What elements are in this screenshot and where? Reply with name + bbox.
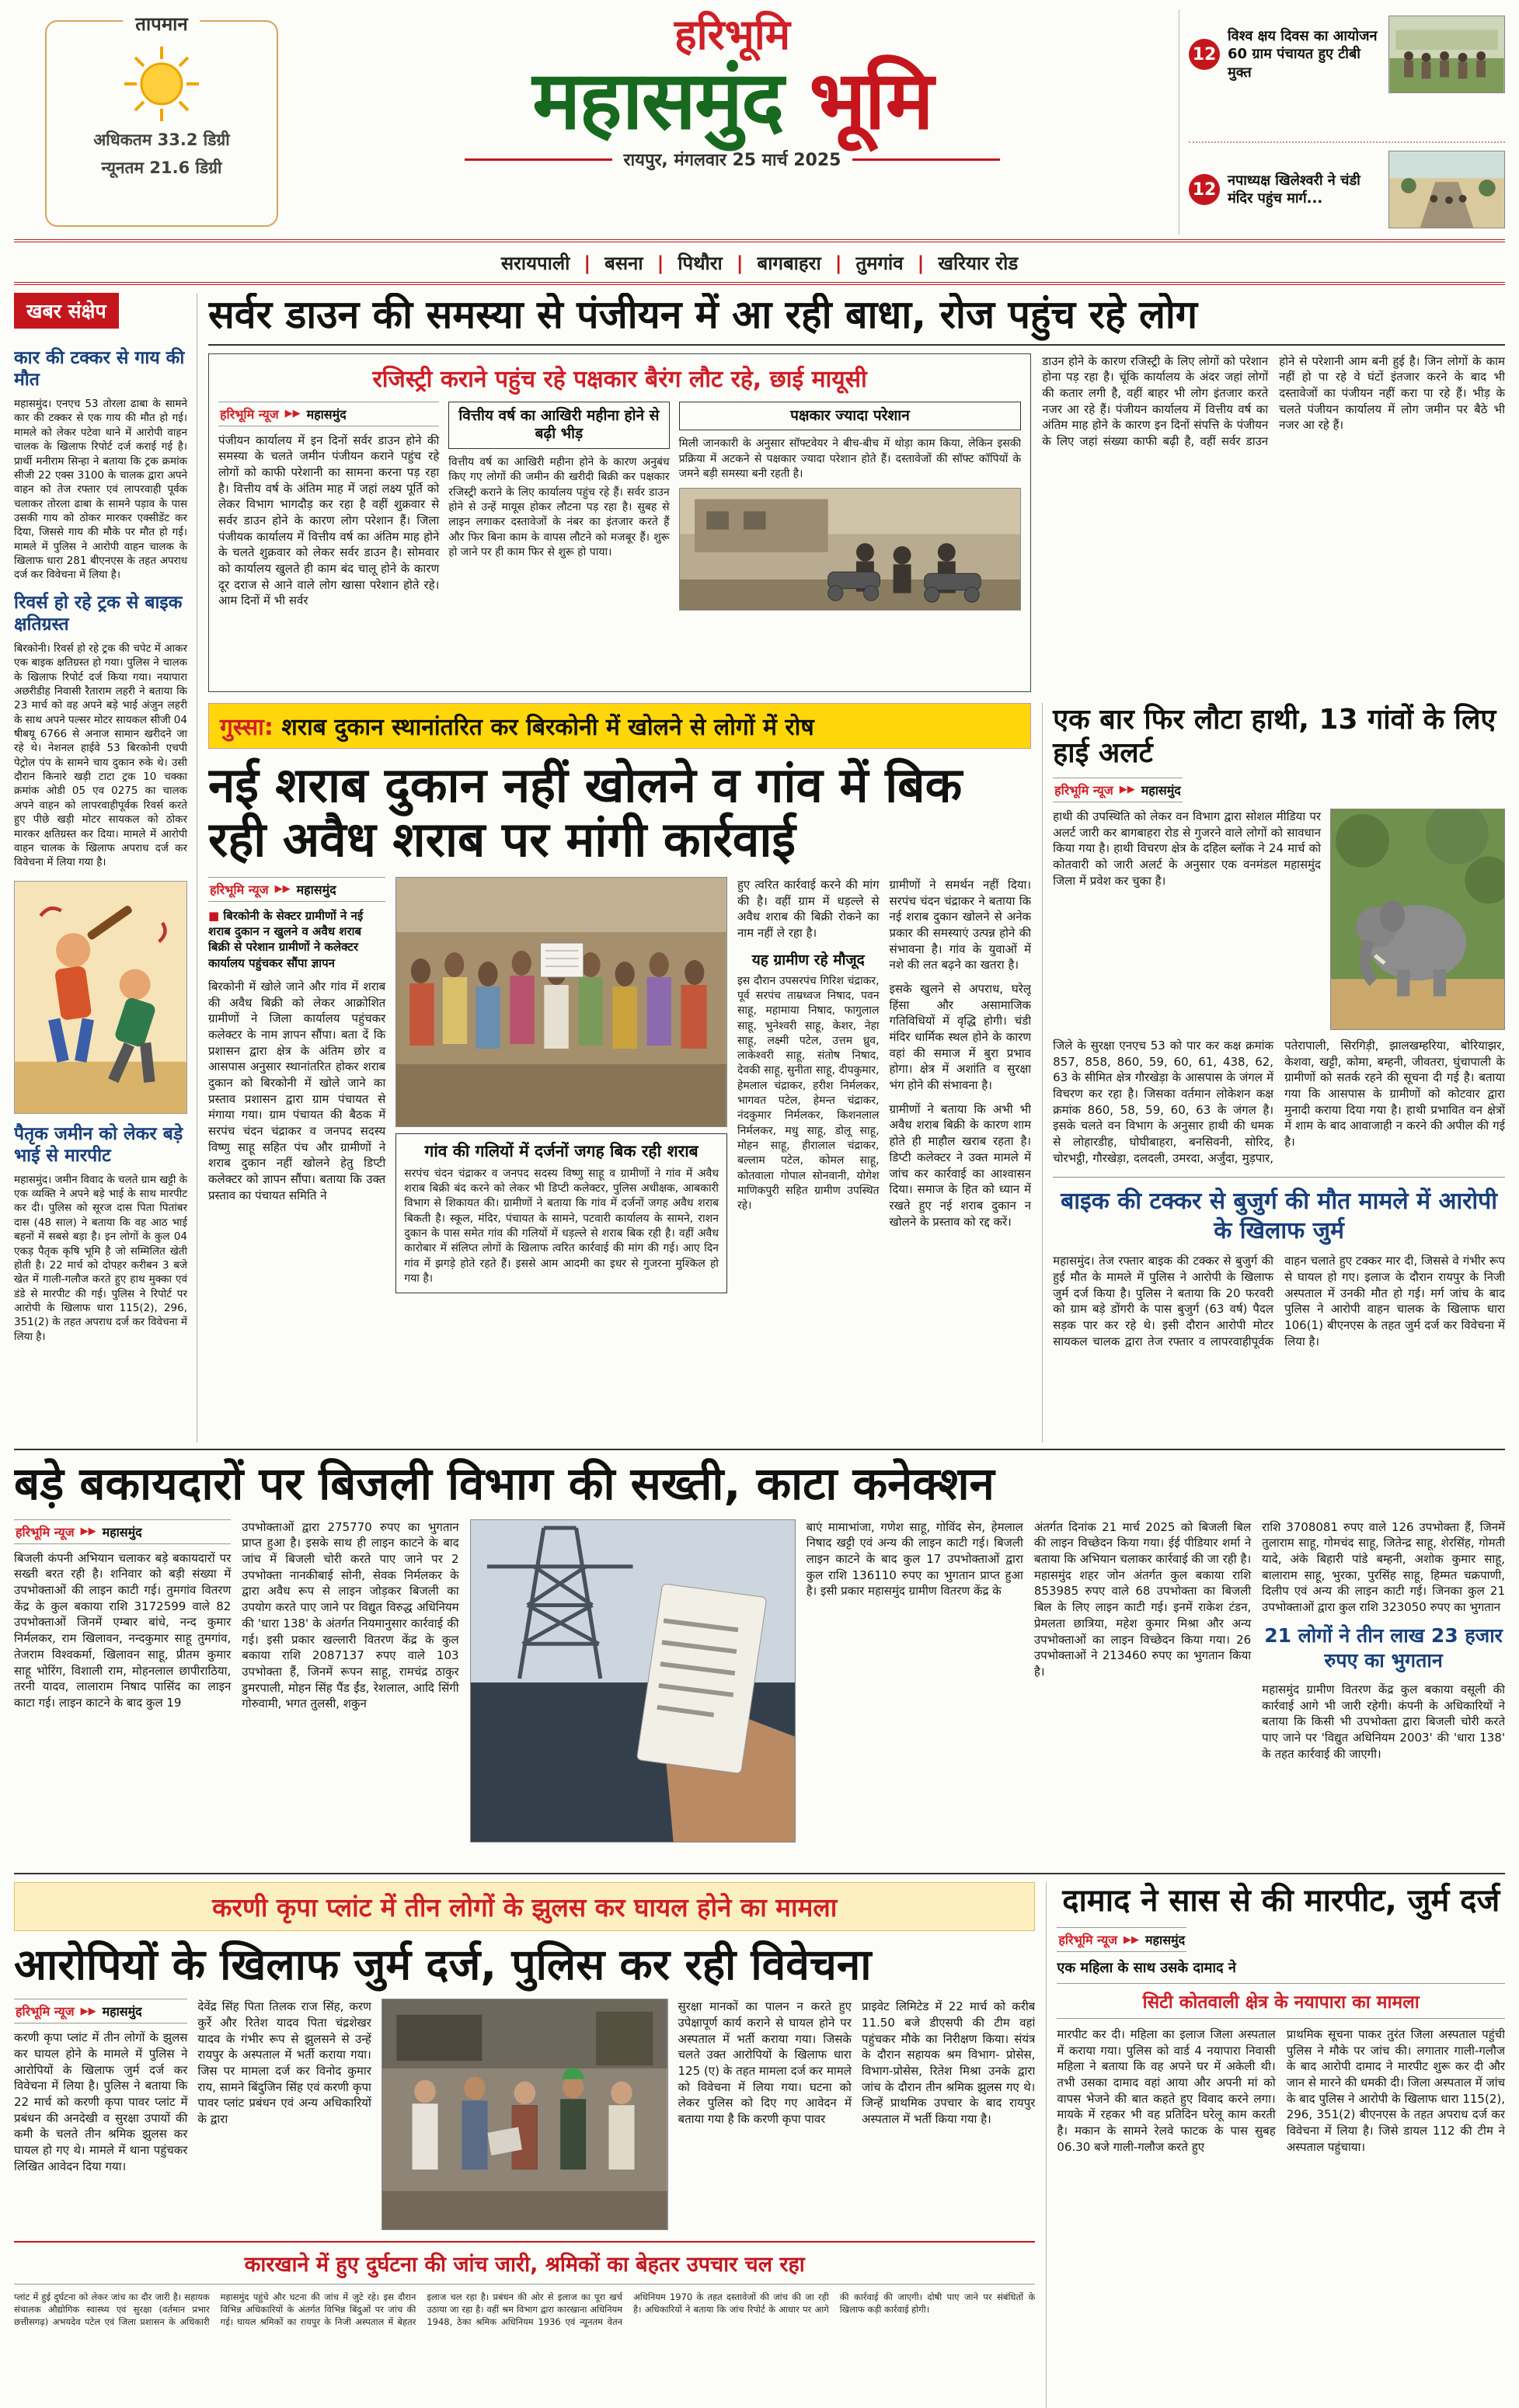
locations-bar — [14, 242, 1505, 285]
story-column — [807, 1519, 1023, 1846]
kicker-label: गुस्सा: — [220, 713, 273, 741]
location-item: बसना — [604, 252, 643, 274]
plant-section — [14, 1873, 1505, 2408]
edition-title-green: महासमुंद — [532, 53, 783, 148]
digest-header: खबर संक्षेप — [14, 293, 119, 329]
server-story-grid — [208, 353, 1505, 692]
probe-headline: कारखाने में हुए दुर्घटना की जांच जारी, श्रमिकों का बेहतर उपचार चल रहा — [14, 2241, 1035, 2284]
story-body: महासमुंद ग्रामीण वितरण केंद्र कुल बकाया वसूली की कार्रवाई आगे भी जारी रहेगी। कंपनी के अधिकारियों ने बताया कि किसी भी उपभोक्ता द्वारा बिजली चोरी करते पाए जाने पर 'विद्युत अधिनियम 2003' की 'धारा 138' के तहत कार्रवाई की जाएगी। — [1262, 1682, 1505, 1761]
electricity-bill-photo — [470, 1519, 796, 1843]
digest-story — [14, 1123, 187, 1344]
story-column — [737, 877, 880, 1294]
news-digest-sidebar — [14, 293, 197, 1442]
brand-block — [286, 9, 1179, 235]
weather-label: तापमान — [123, 9, 200, 38]
brand-logo: हरिभूमि — [674, 10, 790, 59]
story-body: राशि 3708081 रुपए वाले 126 उपभोक्ता हैं, जिनमें तुलाराम साहू, गोमचंद साहू, जितेन्द्र साहू, शेरसिंह, गोमती यादे, अंके बिहारी पांडे बम्हनी, अशोक कुमार साहू, बालाराम साहू, भुरका, पुरसिंह साहू, हिम्मत चक्रपाणी, दिलीप एवं अन्य की लाइन काटी गई। जिनका कुल 21 उपभोक्ताओं द्वारा कुल राशि 323050 रुपए का भुगतान — [1262, 1519, 1505, 1615]
location-item: सरायपाली — [500, 252, 570, 274]
story-body: पंजीयन कार्यालय में इन दिनों सर्वर डाउन होने की समस्या के चलते जमीन पंजीयन कराने पहुंच रहे लोगों को काफी परेशानी का सामना करना पड़ रहा है। वित्तीय वर्ष के अंतिम माह में जहां लक्ष्य पूर्ति को लेकर विभाग भागदौड़ कर रहा है वहीं शुक्रवार से सर्वर डाउन होने के कारण लोग परेशान हैं। जिला पंजीयक कार्यालय में वित्तीय वर्ष का अंतिम माह होने के चलते शुक्रवार को लेकर सर्वर डाउन है। सोमवार को कार्यालय खुलते ही काम बंद चालू होने के कारण दूर दराज से आने वाले लोग खासा परेशान होते रहे। आम दिनों में भी सर्वर — [218, 433, 440, 608]
page-badge: 12 — [1189, 174, 1220, 205]
main-column — [208, 293, 1505, 1442]
story-body: इसके खुलने से अपराध, घरेलू हिंसा और असामाजिक गतिविधियों में वृद्धि होगी। चंडी मंदिर धार्मिक स्थल होने के कारण वहां की समाज में बुरा प्रभाव होगा। क्षेत्र में अशांति व सुरक्षा भंग होने की संभावना है। — [889, 981, 1032, 1093]
story-column — [862, 1999, 1035, 2232]
byline — [1057, 1927, 1186, 1952]
kicker-banner — [208, 703, 1031, 749]
story-body: देवेंद्र सिंह पिता तिलक राज सिंह, करण कुर्रे और रितेश यादव पिता चंद्रशेखर यादव के गंभीर रूप से झुलसने से उन्हें रायपुर के अस्पताल में भर्ती कराया गया। जिस पर मामला दर्ज कर विनोद कुमार राय, सामने बिंदुजिन सिंह एवं करणी कृपा पावर प्लांट प्रबंधन एवं अन्य अधिकारियों के द्वारा — [197, 1999, 371, 2127]
story-column — [395, 877, 727, 1294]
story-body: जिले के सुरक्षा एनएच 53 को पार कर कक्ष क्रमांक 857, 858, 860, 59, 60, 61, 438, 62, 63 के सीमित क्षेत्र गौरखेड़ा के आसपास के जंगल में विचरण कर रहा है। जिसका वर्तमान लोकेशन कक्ष क्रमांक 860, 58, 59, 60, 63 के जंगल है। इसके चलते वन विभाग के अनुसार हाथी की धमक से लोहारडीह, घोघीबाहरा, बनसिवनी, सोरिद, चोरभट्ठी, गौरखेड़ा, दलदली, उमरदा, अर्जुंदा, मुड़पार, पतेरापाली, सिरगिड़ी, झालखम्हरिया, बोरियाझर, केशवा, खट्टी, कोमा, बम्हनी, जीवतरा, घुंचापाली के ग्रामीणों को सतर्क रहने की सूचना दी गई है। बताया गया कि आसपास के ग्रामीणों को कोटवार द्वारा मुनादी कराया दिया गया है। हाथी प्रभावित वन क्षेत्रों में शाम के बाद आवाजाही न करने की अपील की गई है। — [1053, 1038, 1505, 1165]
story-body: बाएं मामाभांजा, गणेश साहू, गोविंद सेन, हेमलाल निषाद खट्टी एवं अन्य की लाइन काटी गई। बिजली लाइन काटने के बाद कुल 17 उपभोक्ताओं द्वारा कुल राशि 136110 रुपए का भुगतान प्राप्त हुआ है। इसी प्रकार महासमुंद ग्रामीण वितरण केंद्र के — [806, 1519, 1023, 1599]
weather-min: न्यूनतम 21.6 डिग्री — [101, 158, 222, 177]
story-body: प्राथमिक सूचना पाकर तुरंत जिला अस्पताल पहुंची पुलिस ने मौके पर जांच की। लगातार गाली-गलौज के बाद आरोपी दामाद ने मारपीट शुरू कर दी और जान से मारने की धमकी दी। जिला अस्पताल में जांच के बाद पुलिस ने आरोपी के खिलाफ धारा 115(2), 296, 351(2) बीएनएस के तहत अपराध दर्ज कर विवेचना में लिया है। जिसे डायल 112 की टीम ने अस्पताल पहुंचाया। — [1286, 2027, 1505, 2154]
story-headline: कार की टक्कर से गाय की मौत — [14, 348, 185, 391]
story-body: मारपीट कर दी। महिला का इलाज जिला अस्पताल में कराया गया। पुलिस को वार्ड 4 नयापारा निवासी महिला ने बताया कि वह अपने घर में अकेली थी। तभी उसका दामाद वहां आया और अपनी मां को वापस भेजने की बात कहते हुए विवाद करने लगा। मायके में रहकर भी वह प्रतिदिन घरेलू काम करती है। मकान के सामने रेलवे फाटक के पास सुबह 06.30 बजे गाली-गलौज करते हुए — [1057, 2027, 1276, 2154]
story-headline: रिवर्स हो रहे ट्रक से बाइक क्षतिग्रस्त — [14, 592, 183, 635]
story-body: ग्रामीणों ने समर्थन नहीं दिया। सरपंच चंदन चंद्राकर ने बताया कि नई शराब दुकान खोलने से अनेक प्रकार की समस्याएं उत्पन्न होने की संभावना है। गांव के युवाओं में नशे की लत बढ़ने का खतरा है। — [889, 877, 1032, 973]
fight-illustration — [14, 881, 187, 1114]
byline — [14, 1999, 187, 2023]
story-body: बिरकोनी। रिवर्स हो रहे ट्रक की चपेट में आकर एक बाइक क्षतिग्रस्त हो गया। पुलिस ने चालक के खिलाफ रिपोर्ट दर्ज किया गया। नयापारा अछरीडीह निवासी रैताराम लहरी ने बताया कि 23 मार्च को वह अपने बड़े भाई अंजुन लहरी के साथ अपने पल्सर मोटर सायकल सीजी 04 षीबयू 6766 से अनाज सामान खरीदने जा रहे थे। नेशनल हाईवे 53 बिरकोनी एचपी पेट्रोल पंप के सामने चाय दुकान रुके थे। उसी दौरान किनारे खड़ी टाटा ट्रक 10 चक्का क्रमांक ओडी 05 एव 0275 का चालक अपने वाहन को लापरवाहीपूर्वक रिवर्स करते हुए पीछे खड़ी मोटर सायकल को ठोकर मारकर क्षतिग्रस्त कर दिया। मामले में आरोपी वाहन चालक के खिलाफ अपराध दर्ज कर विवेचना में लिया गया है। — [14, 642, 187, 869]
story-body: अंतर्गत दिनांक 21 मार्च 2025 को बिजली बिल की लाइन विच्छेदन किया गया। ईई पीडियार शर्मा ने बताया कि अभियान चलाकर कार्रवाई की जा रही है। महासमुंद शहर जोन अंतर्गत कुल बकाया राशि 853985 रुपए वाले 68 उपभोक्ता का बिजली बिल के लिए लाइन काटी गई। इनमें राकेश टंडन, प्रेमलता छात्रिया, महेश कुमार मिश्रा और अन्य उपभोक्ताओं का लाइन विच्छेदन किया गया। 26 उपभोक्ताओं ने 213460 रुपए का भुगतान किया है। — [1033, 1519, 1252, 1679]
inlaw-story — [1046, 1882, 1505, 2408]
location-separator: | — [917, 252, 925, 274]
sun-icon — [123, 45, 200, 123]
middle-row — [208, 703, 1505, 1443]
liquor-story-grid — [208, 877, 1031, 1294]
payment-subhead: 21 लोगों ने तीन लाख 23 हजार रुपए का भुगतान — [1264, 1623, 1503, 1672]
sub-headline: रजिस्ट्री कराने पहुंच रहे पक्षकार बैरंग लौट रहे, छाई मायूसी — [372, 365, 867, 393]
location-item: खरियार रोड — [938, 252, 1019, 274]
byline-city: महासमुंद — [296, 882, 336, 897]
liquor-headline: नई शराब दुकान नहीं खोलने व गांव में बिक रही अवैध शराब पर मांगी कार्रवाई — [208, 756, 963, 868]
byline — [208, 877, 385, 902]
story-column — [197, 1999, 371, 2232]
news-brief — [1189, 16, 1505, 93]
digest-story — [14, 592, 187, 870]
news-brief — [1189, 141, 1505, 228]
story-headline: पैतृक जमीन को लेकर बड़े भाई से मारपीट — [14, 1123, 183, 1166]
story-column — [208, 877, 385, 1294]
story-column — [890, 877, 1032, 1294]
info-box-text: वित्तीय वर्ष का आखिरी महीना होने के कारण अनुबंध किए गए लोगों की जमीन की खरीदी बिक्री कर पक्षकार रजिस्ट्री कराने के लिए कार्यालय पहुंच रहे हैं। सर्वर डाउन होने से उन्हें मायूस होकर लौटना पड़ रहा है। सुबह से लाइन लगाकर दस्तावेजों के नंबर का इंतजार करते हैं और फिर बिना काम के वापस लौटने को मजबूर हैं। शुरू हो जाने पर ही काम फिर से शुरू हो पाया। — [448, 456, 670, 559]
photo-caption-box — [395, 1133, 727, 1294]
location-item: बागबाहरा — [757, 252, 821, 274]
server-story — [208, 293, 1505, 692]
caption-text: सरपंच चंदन चंद्राकर व जनपद सदस्य विष्णु साहू व ग्रामीणों ने गांव में अवैध शराब बिक्री बंद करने को लेकर भी डिप्टी कलेक्टर, पुलिस अधीक्षक, आबकारी विभाग से शिकायत की। ग्रामीणों ने बताया कि गांव में दर्जनों जगह अवैध शराब बिकती है। स्कूल, मंदिर, पंचायत के सामने, पटवारी कार्यालय के सामने, राशन दुकान के पास समेत गांव की गलियों में धड़ल्ले से शराब बिक रही है। वहीं अवैध कारोबार में संलिप्त लोगों के खिलाफ त्वरित कार्रवाई की मांग की गई। आए दिन गांव में झगड़े होते रहते हैं। इससे आम आदमी का इधर से गुजरना मुश्किल हो गया है। — [404, 1167, 719, 1286]
byline-arrows-icon: ▶▶ — [274, 883, 291, 896]
byline-arrows-icon: ▶▶ — [80, 1526, 96, 1538]
byline-city: महासमुंद — [1144, 1933, 1186, 1947]
server-story-box — [208, 353, 1031, 692]
byline-brand: हरिभूमि न्यूज — [1058, 1933, 1117, 1947]
elephant-row — [1053, 809, 1505, 1030]
elephant-story — [1053, 703, 1505, 1167]
plant-story-grid — [14, 1999, 1035, 2232]
story-body: बिजली कंपनी अभियान चलाकर बड़े बकायदारों पर सख्ती बरत रही है। शनिवार को बड़ी संख्या में उपभोक्ताओं की लाइन काटी गई। तुमगांव वितरण केंद्र के कुल बकाया राशि 3172599 वाले 82 उपभोक्ताओं जिनमें एम्बार बांधे, नन्द कुमार निर्मलकर, राम खिलावन, नन्दकुमार साहू तुमगांव, तेजराम विश्वकर्मा, खिलावन साहू, प्रीतम कुमार साहू भोरिंग, विशाली राम, मोहनलाल छापीराठिया, तरनी यादव, लालाराम निषाद पासिंद का लाइन काटा गई। लाइन काटने के बाद कुल 19 — [14, 1550, 232, 1710]
story-body: बिरकोनी में खोले जाने और गांव में शराब की अवैध बिक्री को लेकर आक्रोशित ग्रामीणों ने जिला कार्यालय पहुंचकर कलेक्टर के नाम ज्ञापन सौंपा। बता दें कि प्रशासन द्वारा क्षेत्र के अंतिम छोर व आसपास अनुसार स्थानांतरित होकर शराब दुकान को बिरकोनी में खोले जाने का प्रस्ताव प्रशासन द्वारा ग्राम पंचायत से मंगाया गया। ग्राम पंचायत की बैठक में सरपंच चंदन चंद्राकर व जनपद सदस्य विष्णु साहू सहित पंच और ग्रामीणों ने शराब दुकान नहीं खोलने हेतु डिप्टी कलेक्टर को ज्ञापन सौंपा। बताया कि उक्त प्रस्ताव का पंचायत समिति ने — [208, 979, 386, 1202]
kicker-text: शराब दुकान स्थानांतरित कर बिरकोनी में खोलने से लोगों में रोष — [273, 713, 814, 741]
elephant-headline: एक बार फिर लौटा हाथी, 13 गांवों के लिए हाई अलर्ट — [1053, 703, 1496, 769]
elephant-photo — [1330, 809, 1505, 1030]
inlaw-subhead: सिटी कोतवाली क्षेत्र के नयापारा का मामला — [1057, 1983, 1505, 2019]
story-column — [14, 1999, 187, 2232]
location-item: तुमगांव — [855, 252, 904, 274]
story-column — [218, 402, 439, 666]
plant-headline: आरोपियों के खिलाफ जुर्म दर्ज, पुलिस कर रही विवेचना — [14, 1940, 872, 1989]
factory-inspection-photo — [381, 1999, 668, 2230]
content-row — [14, 285, 1505, 1442]
story-body: प्राइवेट लिमिटेड में 22 मार्च को करीब 11.50 बजे डीएसपी की टीम वहां पहुंचकर मौके का निरीक्षण किया। संयंत्र के दौरान सहायक श्रम विभाग- प्रोसेस, विभाग-प्रोसेस, रितेश मिश्रा उनके द्वारा जांच के दौरान तीन श्रमिक झुलस गए थे। जिन्हें प्राथमिक उपचार के बाद रायपुर अस्पताल में भर्ती किया गया है। — [861, 1999, 1036, 2127]
power-headline: बड़े बकायदारों पर बिजली विभाग की सख्ती, काटा कनेक्शन — [14, 1457, 995, 1510]
power-story — [14, 1449, 1505, 1868]
byline-arrows-icon: ▶▶ — [80, 2005, 96, 2017]
top-briefs — [1179, 9, 1505, 235]
info-box-title: पक्षकार ज्यादा परेशान — [679, 402, 1022, 431]
right-rail — [1042, 703, 1505, 1443]
main-headline: सर्वर डाउन की समस्या से पंजीयन में आ रही बाधा, रोज पहुंच रहे लोग — [208, 293, 1505, 346]
byline-brand: हरिभूमि न्यूज — [16, 1524, 75, 1540]
story-body: महासमुंद। एनएच 53 तोरला ढाबा के सामने कार की टक्कर से एक गाय की मौत हो गई। मामले को लेकर पटेवा थाने में आरोपी वाहन चालक के खिलाफ रिपोर्ट दर्ज कराई गई है। प्रार्थी मनीराम सिन्हा ने बताया कि ट्रक क्रमांक सीजी 22 एक्स 3100 के चालक द्वारा अपने वाहन को तेज रफ्तार एवं लापरवाही पूर्वक चलाकर तोरला ढाबा के सामने पड़ाव के पास उसकी गाय को ठोकर मारकर एक्सीडेंट कर दिया, जिससे गाय की मौके पर मौत हो गई। मामले में पुलिस ने आरोपी वाहन चालक के खिलाफ धारा 281 बीएनएस के तहत अपराध दर्ज कर विवेचना में लिया है। — [14, 398, 187, 582]
story-body: ग्रामीणों ने बताया कि अभी भी अवैध शराब बिक्री के कारण शाम होते ही माहौल खराब रहता है। डिप्टी कलेक्टर ने उक्त मामले में जांच कर कार्रवाई का आश्वासन दिया। समाज के हित को ध्यान में रखते हुए नई शराब दुकान न खोलने के प्रस्ताव को रद्द करें। — [889, 1101, 1032, 1229]
bike-death-story — [1053, 1177, 1505, 1349]
story-body: करणी कृपा प्लांट में तीन लोगों के झुलस कर घायल होने के मामले में पुलिस ने आरोपियों के खिलाफ जुर्म दर्ज कर विवेचना में लिया है। पुलिस ने बताया कि 22 मार्च को करणी कृपा पावर प्लांट में प्रबंधन की अनदेखी व सुरक्षा उपायों की कमी के चलते तीन श्रमिक झुलस कर घायल हो गए थे। मामले में थाना पहुंचकर लिखित आवेदन दिया गया। — [14, 2030, 188, 2173]
attendee-names: इस दौरान उपसरपंच गिरिश चंद्राकर, पूर्व सरपंच ताम्रध्वज निषाद, पवन साहू, महामाया निषाद, फागुलाल साहू, भुनेश्वरी साहू, केशर, नेहा साहू, लक्ष्मी पटेल, उत्तम ध्रुव, लाकेश्वरी साहू, संतोष निषाद, देवकी साहू, सुनीता साहू, दीपकुमार, हेमलाल चंद्राकर, हरीश निर्मलकर, भागवत पटेल, हेमन्त चंद्राकर, नंदकुमार निर्मलकर, किशनलाल निर्मलकर, मधु साहू, डोलू साहू, मोहन साहू, हीरालाल चंद्राकर, बल्लाम पटेल, कोमल साहू, कोतवाला गोपाल सोनवानी, योगेश माणिकपुरी सहित ग्रामीण उपस्थित रहे। — [737, 974, 880, 1213]
inlaw-columns — [1057, 2027, 1505, 2159]
story-column — [679, 402, 1022, 666]
location-separator: | — [584, 252, 591, 274]
digest-story — [14, 347, 187, 583]
byline — [14, 1519, 231, 1544]
byline-brand: हरिभूमि न्यूज — [210, 882, 269, 897]
info-box-title: वित्तीय वर्ष का आखिरी महीना होने से बढ़ी भीड़ — [448, 402, 669, 450]
story-column — [14, 1519, 231, 1846]
byline-arrows-icon: ▶▶ — [1119, 784, 1135, 796]
plant-banner: करणी कृपा प्लांट में तीन लोगों के झुलस कर घायल होने का मामला — [14, 1882, 1035, 1931]
brief-photo-temple-road — [1388, 151, 1505, 228]
story-body: महासमुंद। जमीन विवाद के चलते ग्राम खट्टी के एक व्यक्ति ने अपने बड़े भाई के साथ मारपीट कर दी। पुलिस को सूरज दास पिता पितांबर दास (48 साल) ने बताया कि वह आठ भाई बहनों में सबसे बड़ा है। इन लोगों के कुल 04 एकड़ पैतृक कृषि भूमि है जो सम्मिलित खेती होती है। 22 मार्च को दोपहर करीबन 3 बजे खेत में गाली-गलौज करते हुए हाथ मुक्का एवं डंडे से मारपीट की गई। पुलिस ने रिपोर्ट पर आरोपी के खिलाफ धारा 115(2), 296, 351(2) के तहत अपराध दर्ज कर विवेचना में लिया है। — [14, 1173, 187, 1343]
story-body: उपभोक्ताओं द्वारा 275770 रुपए का भुगतान प्राप्त हुआ है। इसके साथ ही लाइन काटने के बाद जांच में बिजली चोरी करते पाए जाने पर 2 उपभोक्ता नानकीबाई सोनी, सेवक निर्मलकर के द्वारा अवैध रूप से लाइन जोड़कर बिजली का उपयोग करते पाए जाने पर विद्युत विरुद्ध अधिनियम की 'धारा 138' के अंतर्गत नियमानुसार कार्रवाई की गई। इसी प्रकार खल्लारी वितरण केंद्र के कुल बकाया राशि 2087137 रुपए वाले 103 उपभोक्ता हैं, जिनमें रूपन साहू, रामचंद्र ठाकुर डुमरपाली, मोहन सिंह पैंड ईंड, रेशलाल, आदि सिंगी गोरुवामी, भगत तुलसी, शकुन — [242, 1519, 459, 1711]
story-body: हाथी की उपस्थिति को लेकर वन विभाग द्वारा सोशल मीडिया पर अलर्ट जारी कर बागबाहरा रोड से गुजरने वाले लोगों को सावधान किया गया है। हाथी विचरण क्षेत्र के दहिल ब्लॉक ने 24 मार्च को कोतवारी को जारी अलर्ट के अनुसार एक वनमंडल महासमुंद जिला में प्रवेश कर चुका है। — [1053, 809, 1321, 888]
server-story-right-text: डाउन होने के कारण रजिस्ट्री के लिए लोगों को परेशान होना पड़ रहा है। चूंकि कार्यालय के अंदर जहां लोगों की कतार लगी है, वहीं बाहर भी लोग इंतजार करते नजर आ रहे हैं। पंजीयन कार्यालय में वित्तीय वर्ष का अंतिम माह होने के कारण इन दिनों संपत्ति के पंजीयन के लिए जहां संख्या काफी बढ़ी है, वहीं सर्वर डाउन होने से परेशानी आम बनी हुई है। जिन लोगों के काम नहीं हो पा रहे वे घंटों इंतजार करने के बाद भी दस्तावेजों का पंजीयन नहीं करा पा रहे हैं। भीड़ के चलते पंजीयन कार्यालय में लोग जमीन पर बैठे भी नजर आ रहे हैं। — [1042, 353, 1505, 448]
byline-city: महासमुंद — [1141, 782, 1181, 798]
byline-arrows-icon: ▶▶ — [284, 408, 301, 419]
dateline: रायपुर, मंगलवार 25 मार्च 2025 — [623, 151, 841, 171]
story-column — [448, 402, 669, 666]
byline-arrows-icon: ▶▶ — [1123, 1933, 1139, 1946]
plant-story — [14, 1882, 1035, 2408]
story-column — [1262, 1519, 1505, 1846]
location-separator: | — [736, 252, 744, 274]
byline-city: महासमुंद — [306, 406, 347, 422]
location-separator: | — [657, 252, 664, 274]
bike-death-headline: बाइक की टक्कर से बुजुर्ग की मौत मामले में आरोपी के खिलाफ जुर्म — [1053, 1177, 1505, 1245]
location-separator: | — [834, 252, 842, 274]
byline — [218, 402, 439, 426]
liquor-story — [208, 703, 1031, 1443]
page-badge: 12 — [1189, 39, 1220, 70]
dateline-row — [465, 148, 1000, 171]
story-column — [242, 1519, 458, 1846]
story-body: हुए त्वरित कार्रवाई करने की मांग की है। वहीं ग्राम में धड़ल्ले से अवैध शराब की बिक्री रोकने का नाम नहीं ले रहा है। — [737, 877, 880, 940]
names-subhead: यह ग्रामीण रहे मौजूद — [751, 951, 865, 969]
brief-photo-tb-event — [1388, 16, 1505, 93]
caption-title: गांव की गलियों में दर्जनों जगह बिक रही शराब — [424, 1141, 699, 1161]
protest-crowd-photo — [395, 877, 727, 1127]
power-story-grid — [14, 1519, 1505, 1846]
info-box-text: मिली जानकारी के अनुसार सॉफ्टवेयर ने बीच-बीच में थोड़ा काम किया, लेकिन इसकी प्रक्रिया में अटकने से पक्षकार ज्यादा परेशान होते हैं। दस्तावेजों की सॉफ्ट कॉपियों के जमने बड़ी समस्या बनी रहती है। — [678, 437, 1022, 480]
inlaw-lead: एक महिला के साथ उसके दामाद ने — [1057, 1960, 1236, 1976]
weather-box — [45, 13, 278, 227]
brief-headline: नपाध्यक्ष खिलेश्वरी ने चंडी मंदिर पहुंच मार्ग... — [1228, 172, 1360, 207]
byline-brand: हरिभूमि न्यूज — [16, 2004, 75, 2020]
edition-title-red: भूमि — [782, 53, 932, 148]
server-story-columns — [218, 402, 1021, 666]
probe-body: प्लांट में हुई दुर्घटना को लेकर जांच का दौर जारी है। सहायक संचालक औद्योगिक स्वास्थ्य एवं सुरक्षा (वर्तमान प्रभार छत्तीसगढ़) अभयदेव पटेल एवं जिला प्रशासन के अधिकारी महासमुंद पहुंचे और घटना की जांच में जुटे रहे। इस दौरान विभिन्न अधिकारियों के अंतर्गत विभिन्न बिंदुओं पर जांच की गई। घायल श्रमिकों का रायपुर के निजी अस्पताल में बेहतर इलाज चल रहा है। प्रबंधन की ओर से इलाज का पूरा खर्च उठाया जा रहा है। वहीं श्रम विभाग द्वारा कारखाना अधिनियम 1948, ठेका श्रमिक अधिनियम 1936 एवं न्यूनतम वेतन अधिनियम 1970 के तहत दस्तावेजों की जांच की जा रही है। अधिकारियों ने बताया कि जांच रिपोर्ट के आधार पर आगे की कार्रवाई की जाएगी। दोषी पाए जाने पर संबंधितों के खिलाफ कड़ी कार्रवाई होगी। — [14, 2291, 1036, 2328]
byline — [1053, 778, 1183, 802]
byline-brand: हरिभूमि न्यूज — [220, 406, 279, 422]
brief-headline: विश्व क्षय दिवस का आयोजन 60 ग्राम पंचायत हुए टीबी मुक्त — [1228, 27, 1378, 81]
masthead — [14, 9, 1505, 242]
story-body: महासमुंद। तेज रफ्तार बाइक की टक्कर से बुजुर्ग की हुई मौत के मामले में पुलिस ने आरोपी के खिलाफ जुर्म दर्ज किया है। पुलिस ने बताया कि 20 फरवरी को ग्राम बड़े डोंगरी के पास बुजुर्ग (63 वर्ष) पैदल सड़क पार कर रहे थे। इसी दौरान आरोपी मोटर सायकल चालक द्वारा तेज रफ्तार व लापरवाहीपूर्वक वाहन चलाते हुए टक्कर मार दी, जिससे वे गंभीर रूप से घायल हो गए। इलाज के दौरान रायपुर के निजी अस्पताल में उनकी मौत हो गई। मर्ग जांच के बाद पुलिस ने आरोपी वाहन चालक के खिलाफ धारा 106(1) बीएनएस के तहत जुर्म दर्ज कर विवेचना में लिया है। — [1053, 1254, 1505, 1348]
edition-title — [286, 53, 1179, 148]
registry-office-photo — [679, 488, 1022, 611]
story-column — [1034, 1519, 1251, 1846]
story-column — [678, 1999, 852, 2232]
weather-max: अधिकतम 33.2 डिग्री — [93, 130, 230, 149]
inlaw-headline: दामाद ने सास से की मारपीट, जुर्म दर्ज — [1062, 1883, 1500, 1919]
highlight-bullet: ■ बिरकोनी के सेक्टर ग्रामीणों ने नई शराब दुकान न खुलने व अवैध शराब बिक्री से परेशान ग्रामीणों ने कलेक्टर कार्यालय पहुंचकर सौंपा ज्ञापन — [208, 908, 385, 971]
byline-city: महासमुंद — [102, 2004, 142, 2020]
byline-city: महासमुंद — [102, 1524, 142, 1540]
location-item: पिथौरा — [678, 252, 723, 274]
byline-brand: हरिभूमि न्यूज — [1054, 782, 1113, 798]
story-body: सुरक्षा मानकों का पालन न करते हुए उपेक्षापूर्ण कार्य कराने से घायल होने पर अस्पताल में भर्ती कराया गया। जिसके चलते उक्त आरोपियों के खिलाफ धारा 125 (ए) के तहत मामला दर्ज कर मामले को विवेचना में लिया गया। घटना को लेकर पुलिस को दिए गए आवेदन में बताया गया है कि करणी कृपा पावर — [678, 1999, 852, 2127]
